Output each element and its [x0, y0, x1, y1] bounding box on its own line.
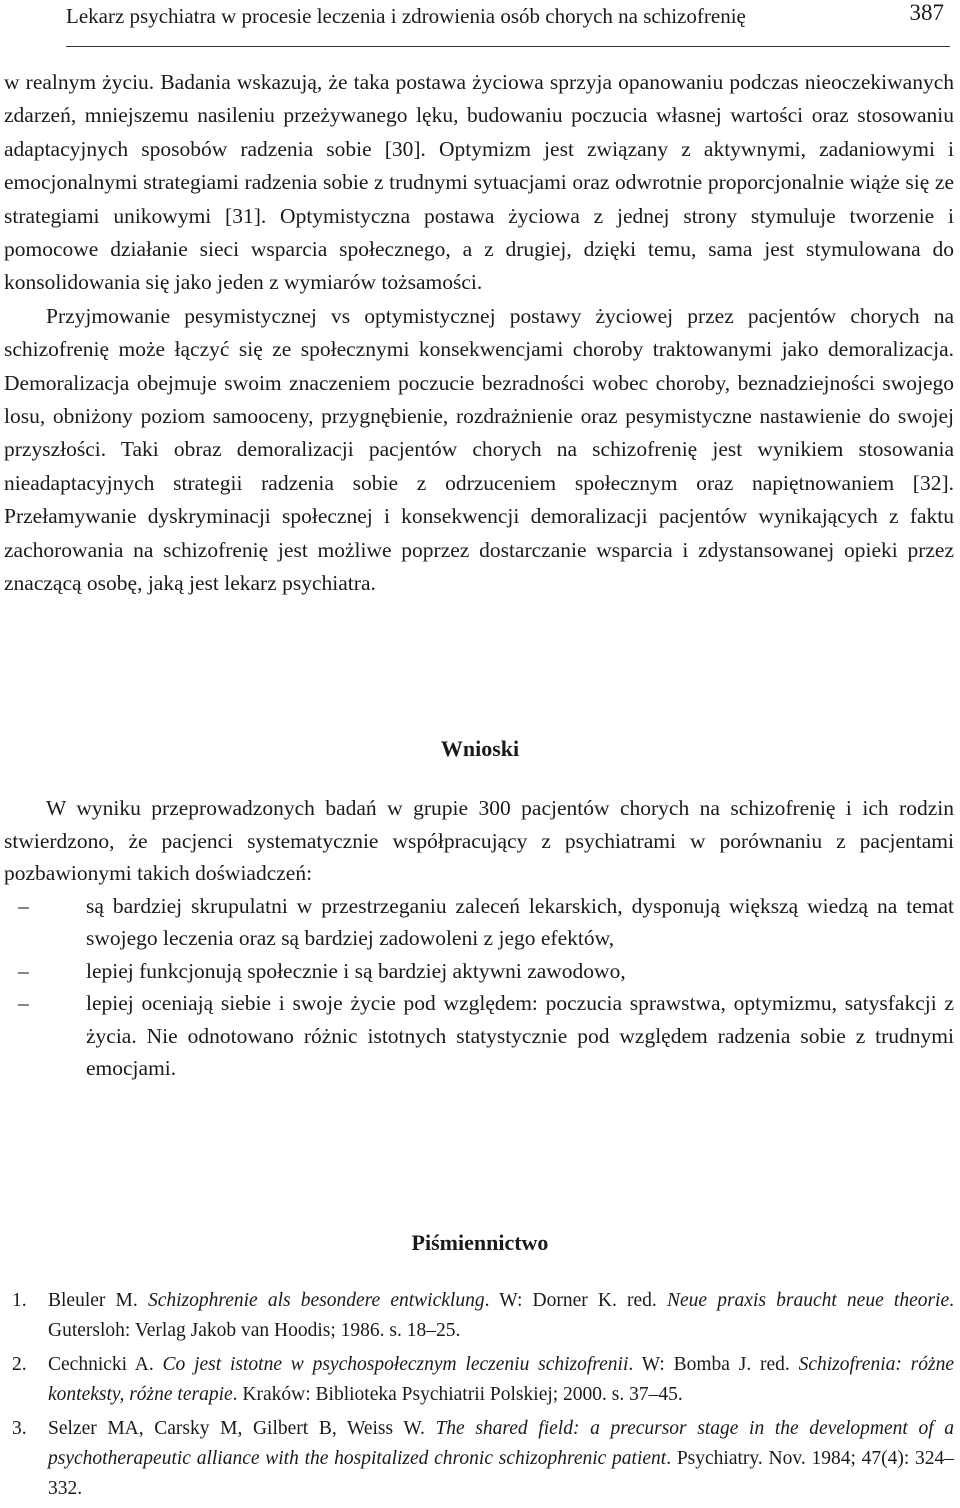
reference-editor: . W: Bomba J. red.: [628, 1354, 799, 1375]
conclusion-text: lepiej funkcjonują społecznie i są bardziej aktywni zawodowo,: [86, 958, 626, 983]
body-paragraph: Przyjmowanie pesymistycznej vs optymistycznej postawy życiowej przez pacjentów chorych na schizofrenię może łączyć się ze społecznymi konsekwencjami choroby traktowanymi jako demoralizacja. Demoralizacja obejmuje swoim znaczeniem poczucie bezradności wobec choroby, beznadziejności swojego losu, obniżony poziom samooceny, przygnębienie, rozdrażnienie oraz pesymistyczne nastawienie do swojej przyszłości. Taki obraz demoralizacji pacjentów chorych na schizofrenię jest wynikiem stosowania nieadaptacyjnych strategii radzenia sobie z odrzuceniem społecznym oraz napiętnowaniem [32]. Przełamywanie dyskryminacji społecznej i konsekwencji demoralizacji pacjentów wynikających z faktu zachorowania na schizofrenię jest możliwe poprzez dostarczanie wsparcia i zdystansowanej opieki przez znaczącą osobę, jaką jest lekarz psychiatra.: [4, 303, 954, 596]
reference-book-title: Neue praxis braucht neue theorie: [666, 1290, 950, 1311]
reference-book-title: Schizofrenia: różne konteksty, różne terapie: [48, 1354, 954, 1405]
reference-number: 1.: [12, 1290, 27, 1311]
dash-bullet: –: [18, 991, 29, 1015]
reference-number: 2.: [12, 1354, 27, 1375]
page-number: 387: [909, 0, 944, 25]
reference-item: [4, 1286, 954, 1346]
conclusion-item: [4, 955, 954, 988]
dash-bullet: –: [18, 958, 29, 983]
reference-number: 3.: [12, 1418, 27, 1439]
conclusions-section: [4, 792, 954, 1085]
conclusion-text: są bardziej skrupulatni w przestrzeganiu zaleceń lekarskich, dysponują większą wiedzą na temat swojego leczenia oraz są bardziej zadowoleni z jego efektów,: [86, 893, 954, 950]
body-text: [4, 66, 954, 601]
reference-authors: Cechnicki A.: [48, 1354, 163, 1375]
reference-authors: Selzer MA, Carsky M, Gilbert B, Weiss W.: [48, 1418, 436, 1439]
conclusions-list: [4, 890, 954, 1085]
reference-item: [4, 1414, 954, 1504]
references-list: [4, 1286, 954, 1508]
reference-publication: . Gutersloh: Verlag Jakob van Hoodis; 1986. s. 18–25.: [48, 1290, 955, 1341]
conclusions-heading: Wnioski: [440, 736, 520, 761]
reference-authors: Bleuler M.: [48, 1290, 148, 1311]
reference-title: The shared field: a precursor stage in the development of a psychotherapeutic alliance with the hospitalized chronic schizophrenic patient: [48, 1418, 954, 1469]
reference-title: Co jest istotne w psychospołecznym leczeniu schizofrenii: [162, 1354, 629, 1375]
conclusions-intro: W wyniku przeprowadzonych badań w grupie 300 pacjentów chorych na schizofrenię i ich rodzin stwierdzono, że pacjenci systematycznie współpracujący z psychiatrami w porównaniu z pacjentami pozbawionymi takich doświadczeń:: [4, 796, 954, 885]
references-heading: Piśmiennictwo: [411, 1230, 549, 1255]
reference-editor: . W: Dorner K. red.: [484, 1290, 667, 1311]
running-title: Lekarz psychiatra w procesie leczenia i zdrowienia osób chorych na schizofrenię: [66, 4, 746, 28]
dash-bullet: –: [18, 893, 29, 918]
body-paragraph: w realnym życiu. Badania wskazują, że taka postawa życiowa sprzyja opanowaniu podczas nieoczekiwanych zdarzeń, mniejszemu nasileniu przeżywanego lęku, budowaniu poczucia własnej wartości oraz stosowaniu adaptacyjnych sposobów radzenia sobie [30]. Optymizm jest związany z aktywnymi, zadaniowymi i emocjonalnymi strategiami radzenia sobie z trudnymi sytuacjami oraz odwrotnie proporcjonalnie wiąże się ze strategiami unikowymi [31]. Optymistyczna postawa życiowa z jednej strony stymuluje tworzenie i pomocowe działanie sieci wsparcia społecznego, a z drugiej, dzięki temu, sama jest stymulowana do konsolidowania się jako jeden z wymiarów tożsamości.: [4, 70, 954, 295]
conclusion-item: [4, 987, 954, 1085]
reference-publication: . Kraków: Biblioteka Psychiatrii Polskiej; 2000. s. 37–45.: [232, 1384, 683, 1405]
reference-publication: . Psychiatry. Nov. 1984; 47(4): 324–332.: [48, 1448, 954, 1499]
conclusion-text: lepiej oceniają siebie i swoje życie pod względem: poczucia sprawstwa, optymizmu, satysfakcji z życia. Nie odnotowano różnic istotnych statystycznie pod względem radzenia sobie z trudnymi emocjami.: [86, 991, 954, 1080]
running-header: [66, 0, 950, 47]
conclusion-item: [4, 890, 954, 955]
reference-item: [4, 1350, 954, 1410]
reference-title: Schizophrenie als besondere entwicklung: [147, 1290, 485, 1311]
